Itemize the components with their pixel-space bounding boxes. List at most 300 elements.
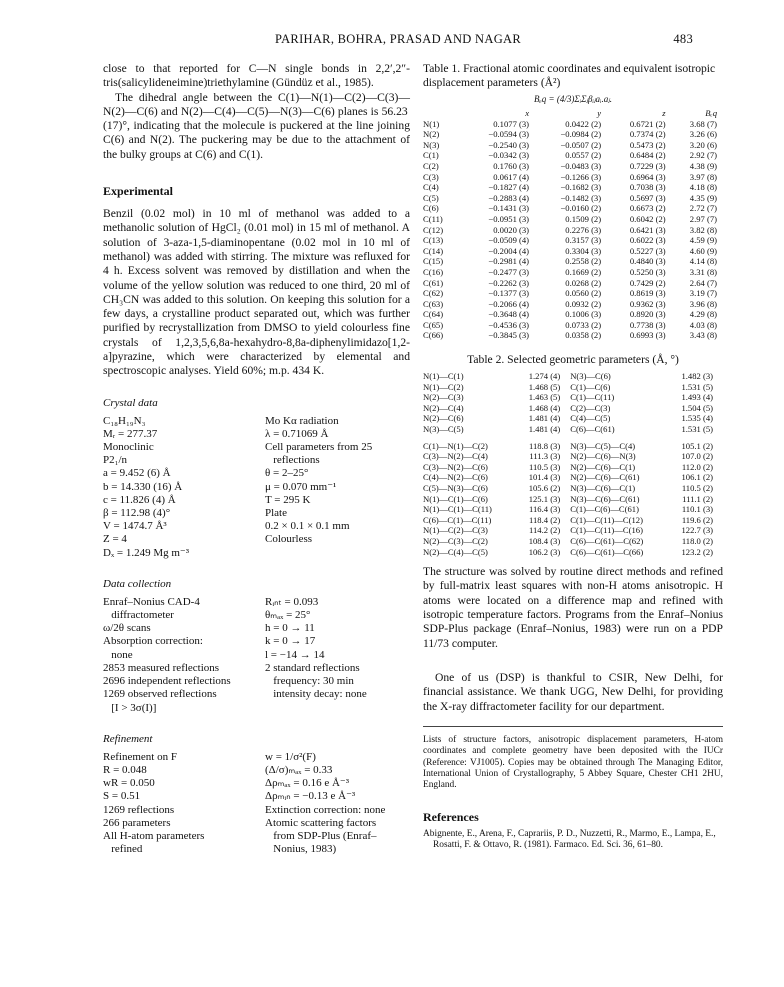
table-cell: 0.7738 (3) <box>629 319 666 330</box>
table-cell: −0.4536 (3) <box>488 319 530 330</box>
table-cell: 0.1077 (3) <box>493 118 530 129</box>
geometry-label: N(1)—C(1) <box>423 371 464 382</box>
table-cell: 3.20 (6) <box>689 139 717 150</box>
table-cell: 0.5473 (2) <box>629 139 666 150</box>
geometry-value: 1.535 (4) <box>681 413 713 424</box>
geometry-label: C(1)—N(1)—C(2) <box>423 440 488 451</box>
geometry-value: 1.463 (5) <box>528 392 561 403</box>
table-cell: 4.29 (8) <box>689 309 717 320</box>
table-row <box>423 182 723 193</box>
table-cell: −0.2981 (4) <box>488 256 530 267</box>
geometry-label: C(1)—C(6) <box>570 381 611 392</box>
table-row <box>423 547 723 558</box>
table-cell: −0.2477 (3) <box>488 266 530 277</box>
table-row <box>423 214 723 225</box>
table-cell: −0.1682 (3) <box>560 182 602 193</box>
geometry-label: C(6)—C(61) <box>570 424 615 435</box>
param-row <box>103 533 410 546</box>
table-row <box>423 299 723 310</box>
table-cell: −0.2883 (4) <box>488 192 530 203</box>
param-left: Dₓ = 1.249 Mg m⁻³ <box>103 546 190 559</box>
page-number: 483 <box>673 32 693 46</box>
table2-geometric-parameters <box>423 371 723 557</box>
table-cell: 0.5227 (3) <box>629 245 666 256</box>
table-cell: −0.0160 (2) <box>560 203 602 214</box>
atom-label: C(62) <box>423 288 444 299</box>
table-cell: 0.6993 (3) <box>629 330 666 341</box>
geometry-label: C(2)—C(3) <box>570 402 611 413</box>
geometry-label: N(3)—C(6) <box>570 371 611 382</box>
table-cell: 0.4840 (3) <box>629 256 666 267</box>
table-cell: 4.38 (9) <box>689 160 717 171</box>
param-row <box>103 507 410 520</box>
param-left: Enraf–Nonius CAD-4 <box>103 595 200 608</box>
table-row <box>423 278 723 289</box>
geometry-label: C(5)—N(3)—C(6) <box>423 483 488 493</box>
atom-label: N(1) <box>423 118 440 129</box>
table-cell: −0.2066 (4) <box>488 298 530 309</box>
param-right: k = 0 → 17 <box>265 635 316 648</box>
geometry-value: 1.531 (5) <box>681 381 713 392</box>
geometry-label: N(2)—C(4) <box>423 402 464 413</box>
table-cell: 3.31 (8) <box>689 266 717 277</box>
table-cell: −0.3845 (3) <box>488 330 530 341</box>
param-row <box>103 622 410 635</box>
geometry-label: N(3)—C(6)—C(61) <box>570 493 640 504</box>
geometry-value: 116.4 (3) <box>529 504 561 515</box>
atom-label: C(11) <box>423 213 443 224</box>
geometry-label: N(2)—C(6)—C(1) <box>570 461 636 472</box>
param-right: θ = 2–25° <box>265 467 309 480</box>
param-left: Monoclinic <box>103 441 154 454</box>
param-left: [I > 3σ(I)] <box>103 701 157 714</box>
param-left: 266 parameters <box>103 816 171 829</box>
table-row <box>423 225 723 236</box>
table-cell: 0.0932 (2) <box>565 298 602 309</box>
param-row <box>103 662 410 675</box>
param-right: Rᵢₙₜ = 0.093 <box>265 595 319 608</box>
param-left: diffractometer <box>103 609 174 622</box>
geometry-label: N(3)—C(5)—C(4) <box>570 440 636 451</box>
geometry-value: 110.5 (2) <box>681 483 713 493</box>
table-cell: 0.6484 (2) <box>629 150 666 161</box>
geometry-label: N(2)—C(4)—C(5) <box>423 546 488 557</box>
param-right: T = 295 K <box>265 493 311 506</box>
param-left: C₁₈H₁₉N₃ <box>103 414 146 427</box>
table-row <box>423 403 723 414</box>
reference-item: Abignente, E., Arena, F., Caprariis, P. D., Nuzzetti, R., Marmo, E., Lampa, E., Rosatti, F. & Ottavo, R. (1981). Farmaco. Ed. Sci. 36, 61–80. <box>423 828 716 851</box>
table-row <box>423 515 723 526</box>
param-right: 2 standard reflections <box>265 661 360 674</box>
param-left: 1269 observed reflections <box>103 688 217 701</box>
left-column <box>103 62 410 856</box>
table-row <box>423 235 723 246</box>
table-cell: 0.6042 (2) <box>629 213 666 224</box>
param-right: from SDP-Plus (Enraf– <box>265 829 377 842</box>
table-cell: −0.2262 (3) <box>488 277 530 288</box>
table-cell: −0.0951 (3) <box>488 213 530 224</box>
atom-label: C(16) <box>423 266 444 277</box>
param-row <box>103 635 410 648</box>
table-row <box>423 441 723 452</box>
geometry-label: N(1)—C(1)—C(6) <box>423 493 488 504</box>
data-collection-block <box>103 596 410 715</box>
atom-label: C(15) <box>423 256 444 267</box>
geometry-value: 110.5 (3) <box>529 461 561 472</box>
table-row <box>423 309 723 320</box>
param-row <box>103 777 410 790</box>
table-cell: 0.5697 (3) <box>629 192 666 203</box>
param-right: Atomic scattering factors <box>265 816 377 829</box>
table-row <box>423 172 723 183</box>
table-cell: −0.2540 (3) <box>488 139 530 150</box>
table-row <box>423 256 723 267</box>
table2-caption: Table 2. Selected geometric parameters (Å, °) <box>467 353 679 367</box>
table-cell: 0.0560 (2) <box>565 288 602 299</box>
geometry-label: N(1)—C(2) <box>423 381 464 392</box>
table-row <box>423 382 723 393</box>
param-right: Nonius, 1983) <box>265 843 337 856</box>
deposit-note: Lists of structure factors, anisotropic displacement parameters, H-atom coordinates and complete geometry have been deposited with the IUCr (Reference: VJ1005). Copies may be obtained through The Managing Editor, International Union of Crystallography, 5 Abbey Square, Chester CH1 2HU, England. <box>423 734 723 791</box>
geometry-value: 1.531 (5) <box>681 424 713 435</box>
geometry-value: 110.1 (3) <box>681 504 713 515</box>
divider-rule <box>423 726 723 727</box>
param-right: θₘₐₓ = 25° <box>265 609 311 622</box>
table-row <box>423 413 723 424</box>
table1-header-cell: x <box>525 108 530 118</box>
param-left: 2696 independent reflections <box>103 675 231 688</box>
table-row <box>423 525 723 536</box>
geometry-value: 111.1 (2) <box>682 493 713 504</box>
geometry-value: 105.1 (2) <box>681 440 713 451</box>
param-right: frequency: 30 min <box>265 675 354 688</box>
param-right: Extinction correction: none <box>265 803 386 816</box>
geometry-label: N(2)—C(3) <box>423 392 464 403</box>
param-right: Mo Kα radiation <box>265 414 339 427</box>
param-left: V = 1474.7 Å³ <box>103 520 167 533</box>
geometry-label: N(2)—C(3)—C(2) <box>423 535 488 546</box>
table-cell: 4.59 (9) <box>689 235 717 246</box>
table-cell: 0.6964 (3) <box>629 171 666 182</box>
table-cell: 0.0020 (3) <box>493 224 530 235</box>
param-left: All H-atom parameters <box>103 829 205 842</box>
param-left: β = 112.98 (4)° <box>103 507 171 520</box>
table-cell: 0.0422 (2) <box>565 118 602 129</box>
table-row <box>423 371 723 382</box>
table-row <box>423 161 723 172</box>
running-header <box>103 32 693 52</box>
param-right: Δρₘᵢₙ = −0.13 e Å⁻³ <box>265 790 356 803</box>
table-cell: 0.2558 (2) <box>565 256 602 267</box>
geometry-label: N(1)—C(1)—C(11) <box>423 504 492 515</box>
table-cell: −0.1431 (3) <box>488 203 530 214</box>
param-row <box>103 428 410 441</box>
table-cell: 0.5250 (3) <box>629 266 666 277</box>
geometry-label: C(3)—N(2)—C(4) <box>423 451 488 462</box>
table-cell: 0.0358 (2) <box>565 330 602 341</box>
param-row <box>103 547 410 560</box>
param-right: Δρₘₐₓ = 0.16 e Å⁻³ <box>265 777 349 790</box>
table-row <box>423 462 723 473</box>
param-row <box>103 481 410 494</box>
table-row <box>423 330 723 341</box>
table-cell: 3.43 (8) <box>689 330 717 341</box>
table-cell: 3.26 (6) <box>689 129 717 140</box>
param-right: Cell parameters from 25 <box>265 441 373 454</box>
param-left: b = 14.330 (16) Å <box>103 480 183 493</box>
geometry-label: C(1)—C(6)—C(61) <box>570 504 639 515</box>
param-right: h = 0 → 11 <box>265 622 315 635</box>
right-column <box>423 62 723 852</box>
geometry-label: N(2)—C(6)—N(3) <box>570 451 636 462</box>
table-cell: 0.1006 (3) <box>565 309 602 320</box>
intro-paragraph-1: close to that reported for C—N single bonds in 2,2′,2″-tris(salicylideneimine)triethylamine (Gündüz et al., 1985). <box>103 62 410 90</box>
atom-label: C(5) <box>423 192 439 203</box>
table-row <box>423 472 723 483</box>
param-right: Plate <box>265 507 287 520</box>
table-cell: 0.0733 (2) <box>565 319 602 330</box>
table-cell: 0.2276 (3) <box>565 224 602 235</box>
table-cell: 0.8619 (3) <box>629 288 666 299</box>
param-row <box>103 764 410 777</box>
param-right: μ = 0.070 mm⁻¹ <box>265 480 337 493</box>
table-row <box>423 451 723 462</box>
experimental-heading: Experimental <box>103 184 173 199</box>
table-cell: −0.0594 (3) <box>488 129 530 140</box>
geometry-value: 1.274 (4) <box>528 371 561 382</box>
table-row <box>423 424 723 435</box>
geometry-value: 105.6 (2) <box>528 483 561 493</box>
table-cell: −0.1377 (3) <box>488 288 530 299</box>
table-row <box>423 119 723 130</box>
param-row <box>103 596 410 609</box>
table-cell: 2.92 (7) <box>689 150 717 161</box>
table-cell: 0.7374 (2) <box>629 129 666 140</box>
param-row <box>103 751 410 764</box>
table-cell: 4.14 (8) <box>689 256 717 267</box>
intro-paragraph-2: The dihedral angle between the C(1)—N(1)—C(2)—C(3)—N(2)—C(6) and N(2)—C(4)—C(5)—N(3)—C(6) planes is 56.23 (17)°, indicating that the molecule is puckered at the line joining C(6) and N(2). The puckering may be due to the attachment of the bulky groups at C(6) and C(1). <box>103 90 410 161</box>
param-left: 1269 reflections <box>103 803 175 816</box>
param-row <box>103 467 410 480</box>
param-right <box>265 547 410 560</box>
table-cell: 0.0617 (4) <box>493 171 530 182</box>
param-row <box>103 441 410 454</box>
geometry-label: C(1)—C(11)—C(16) <box>570 525 643 536</box>
table-row <box>423 246 723 257</box>
geometry-value: 118.8 (3) <box>529 440 561 451</box>
atom-label: C(64) <box>423 309 444 320</box>
table-cell: −0.1266 (3) <box>560 171 602 182</box>
table-row <box>423 288 723 299</box>
table1-caption: Table 1. Fractional atomic coordinates and equivalent isotropic displacement parameters (Å²) <box>423 62 716 89</box>
param-row <box>103 675 410 688</box>
param-row <box>103 649 410 662</box>
geometry-value: 107.0 (2) <box>681 451 713 462</box>
geometry-value: 106.1 (2) <box>681 472 713 483</box>
geometry-value: 112.0 (2) <box>681 461 713 472</box>
table1-header-cell: y <box>597 108 602 118</box>
param-row <box>103 454 410 467</box>
table-cell: 0.3304 (3) <box>565 245 602 256</box>
table-cell: 0.6022 (3) <box>629 235 666 246</box>
param-row <box>103 817 410 830</box>
atom-label: N(3) <box>423 139 440 150</box>
table-cell: 0.7229 (3) <box>629 160 666 171</box>
table-row <box>423 267 723 278</box>
table-row <box>423 129 723 140</box>
table-cell: −0.0483 (3) <box>560 160 602 171</box>
geometry-label: N(3)—C(5) <box>423 424 464 435</box>
table-cell: 0.0557 (2) <box>565 150 602 161</box>
table-row <box>423 140 723 151</box>
geometry-label: C(1)—C(11) <box>570 392 615 403</box>
table-cell: 3.82 (8) <box>689 224 717 235</box>
param-left: none <box>103 648 133 661</box>
geometry-label: C(6)—C(61)—C(66) <box>570 546 644 557</box>
param-right: l = −14 → 14 <box>265 648 325 661</box>
table-cell: 0.1669 (2) <box>565 266 602 277</box>
table-row <box>423 504 723 515</box>
table-row <box>423 193 723 204</box>
refinement-heading: Refinement <box>103 732 153 745</box>
table-cell: 0.0268 (2) <box>565 277 602 288</box>
table-cell: 2.64 (7) <box>689 277 717 288</box>
table1-header-cell: Bₑq <box>705 108 717 118</box>
param-left: Z = 4 <box>103 533 127 546</box>
table-cell: 3.96 (8) <box>689 298 717 309</box>
crystal-data-block <box>103 415 410 560</box>
param-right <box>265 702 410 715</box>
crystal-data-heading: Crystal data <box>103 396 158 409</box>
table-cell: 0.1509 (2) <box>565 213 602 224</box>
atom-label: C(14) <box>423 245 444 256</box>
param-left: a = 9.452 (6) Å <box>103 467 171 480</box>
table-row <box>423 150 723 161</box>
param-right: Colourless <box>265 533 313 546</box>
atom-label: C(4) <box>423 182 439 193</box>
table-cell: 0.7429 (2) <box>629 277 666 288</box>
table-row <box>423 203 723 214</box>
solution-paragraph: The structure was solved by routine direct methods and refined by full-matrix least squares with non-H atoms anisotropic. H atoms were located on a difference map and refined with isotropic temperature factors. Programs from the Enraf–Nonius SDP-Plus package (Enraf–Nonius, 1983) were run on a PDP 11/73 computer. <box>423 565 723 650</box>
atom-label: C(2) <box>423 160 439 171</box>
table-row <box>423 320 723 331</box>
table-cell: 0.3157 (3) <box>565 235 602 246</box>
param-left: wR = 0.050 <box>103 777 155 790</box>
param-right: 0.2 × 0.1 × 0.1 mm <box>265 520 350 533</box>
table-cell: 0.6721 (2) <box>629 118 666 129</box>
param-row <box>103 494 410 507</box>
table-cell: −0.1482 (3) <box>560 192 602 203</box>
geometry-label: C(3)—N(2)—C(6) <box>423 461 488 472</box>
param-left: Mᵣ = 277.37 <box>103 427 158 440</box>
atom-label: C(1) <box>423 150 439 161</box>
table-cell: −0.1827 (4) <box>488 182 530 193</box>
geometry-value: 111.3 (3) <box>529 451 561 462</box>
experimental-paragraph: Benzil (0.02 mol) in 10 ml of methanol was added to a methanolic solution of HgCl₂ (0.01 mol) in 15 ml of methanol. A solution of 3-aza-1,5-diaminopentane (0.02 mol in 10 ml of methanol) was added with stirring. The mixture was refluxed for 4 h. Excess solvent was removed by distillation and when the volume of the yellow solution was reduced to one third, 20 ml of CH₃CN was added to this solution. On keeping this solution for a few days, a crystalline product separated out, which was further purified by recrystallization from DMSO to yield colourless fine crystals of 1,2,3,5,6,8a-hexahydro-8,8a-diphenylimidazo[1,2-a]pyrazine, which were characterized by elemental and spectroscopic analyses. Yield 60%; m.p. 434 K. <box>103 207 410 378</box>
table-cell: 0.9362 (3) <box>629 298 666 309</box>
table-row <box>423 392 723 403</box>
param-row <box>103 520 410 533</box>
geometry-label: N(2)—C(6) <box>423 413 464 424</box>
atom-label: C(66) <box>423 330 444 341</box>
param-left: c = 11.826 (4) Å <box>103 493 176 506</box>
param-row <box>103 609 410 622</box>
geometry-value: 106.2 (3) <box>528 546 561 557</box>
geometry-value: 108.4 (3) <box>528 535 561 546</box>
geometry-label: C(6)—C(61)—C(62) <box>570 535 644 546</box>
table1-beq-formula: Bₑq = (4/3)ΣᵢΣⱼβᵢⱼaᵢ.aⱼ. <box>533 94 613 104</box>
atom-label: N(2) <box>423 129 440 140</box>
table-row <box>423 483 723 494</box>
geometry-label: C(6)—C(1)—C(11) <box>423 514 492 525</box>
references-heading: References <box>423 809 479 824</box>
geometry-value: 1.481 (4) <box>528 424 561 435</box>
table-cell: −0.3648 (4) <box>488 309 530 320</box>
geometry-label: N(1)—C(2)—C(3) <box>423 525 488 536</box>
table-cell: 4.18 (8) <box>689 182 717 193</box>
geometry-value: 123.2 (2) <box>681 546 713 557</box>
table-cell: 0.8920 (3) <box>629 309 666 320</box>
geometry-value: 1.482 (3) <box>681 371 713 382</box>
param-row <box>103 415 410 428</box>
table1-header-cell <box>423 108 463 119</box>
table-cell: 4.35 (9) <box>689 192 717 203</box>
table-cell: −0.2004 (4) <box>488 245 530 256</box>
acknowledgement-paragraph: One of us (DSP) is thankful to CSIR, New Delhi, for financial assistance. We thank UGG, New Delhi, for providing the X-ray diffractometer facility for our department. <box>423 670 723 713</box>
geometry-value: 122.7 (3) <box>681 525 713 536</box>
atom-label: C(12) <box>423 224 444 235</box>
atom-label: C(3) <box>423 171 439 182</box>
atom-label: C(65) <box>423 319 444 330</box>
atom-label: C(63) <box>423 298 444 309</box>
param-right: λ = 0.71069 Å <box>265 427 329 440</box>
geometry-value: 125.1 (3) <box>528 493 561 504</box>
table-cell: 4.60 (9) <box>689 245 717 256</box>
geometry-value: 114.2 (2) <box>529 525 561 536</box>
param-left: refined <box>103 843 143 856</box>
param-left: 2853 measured reflections <box>103 661 220 674</box>
table-cell: 2.72 (7) <box>689 203 717 214</box>
table-cell: 0.6673 (2) <box>629 203 666 214</box>
param-row <box>103 790 410 803</box>
table-cell: −0.0984 (2) <box>560 129 602 140</box>
running-title: PARIHAR, BOHRA, PRASAD AND NAGAR <box>275 32 521 46</box>
param-right: w = 1/σ²(F) <box>265 750 316 763</box>
param-row <box>103 804 410 817</box>
geometry-value: 1.481 (4) <box>528 413 561 424</box>
table-cell: 2.97 (7) <box>689 213 717 224</box>
table-cell: 0.7038 (3) <box>629 182 666 193</box>
table-cell: −0.0342 (3) <box>488 150 530 161</box>
table-cell: 3.19 (7) <box>689 288 717 299</box>
param-right: intensity decay: none <box>265 688 367 701</box>
param-left: S = 0.51 <box>103 790 141 803</box>
refinement-block <box>103 751 410 857</box>
param-row <box>103 843 410 856</box>
geometry-value: 1.493 (4) <box>681 392 713 403</box>
param-left: R = 0.048 <box>103 763 147 776</box>
table-cell: 0.1760 (3) <box>493 160 530 171</box>
table-cell: −0.0507 (2) <box>560 139 602 150</box>
geometry-value: 1.504 (5) <box>681 402 713 413</box>
param-left: Absorption correction: <box>103 635 203 648</box>
param-left: ω/2θ scans <box>103 622 151 635</box>
param-row <box>103 830 410 843</box>
geometry-value: 119.6 (2) <box>681 514 713 525</box>
param-row <box>103 702 410 715</box>
geometry-label: C(4)—N(2)—C(6) <box>423 472 488 483</box>
atom-label: C(6) <box>423 203 439 214</box>
